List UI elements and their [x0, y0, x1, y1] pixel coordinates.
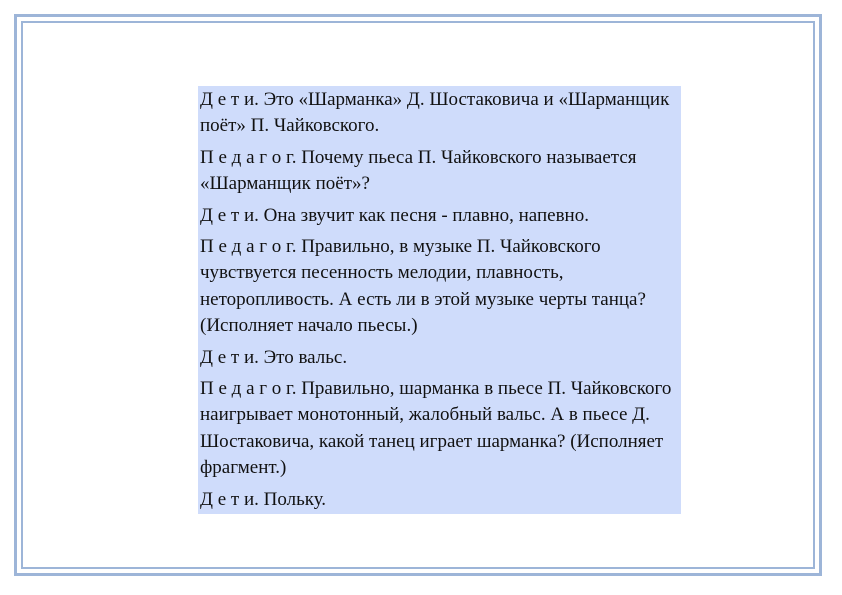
dialogue-line-children: Д е т и. Это «Шарманка» Д. Шостаковича и «Шарманщик поёт» П. Чайковского. [200, 89, 670, 137]
dialogue-line-children: Д е т и. Она звучит как песня - плавно, напевно. [200, 204, 589, 226]
dialogue-text-box [198, 86, 681, 514]
dialogue-line-teacher: П е д а г о г. Правильно, шарманка в пьесе П. Чайковского наигрывает монотонный, жалобный вальс. А в пьесе Д. Шостаковича, какой танец играет шарманка? (Исполняет фрагмент.) [200, 378, 672, 479]
dialogue-line-teacher: П е д а г о г. Почему пьеса П. Чайковского называется «Шарманщик поёт»? [200, 146, 637, 195]
dialogue-line-children: Д е т и. Это вальс. [200, 346, 348, 368]
dialogue-line-teacher: П е д а г о г. Правильно, в музыке П. Чайковского чувствуется песенность мелодии, плавность, неторопливость. А есть ли в этой музыке черты танца? (Исполняет начало пьесы.) [200, 236, 646, 337]
dialogue-line-children: Д е т и. Польку. [200, 488, 327, 510]
